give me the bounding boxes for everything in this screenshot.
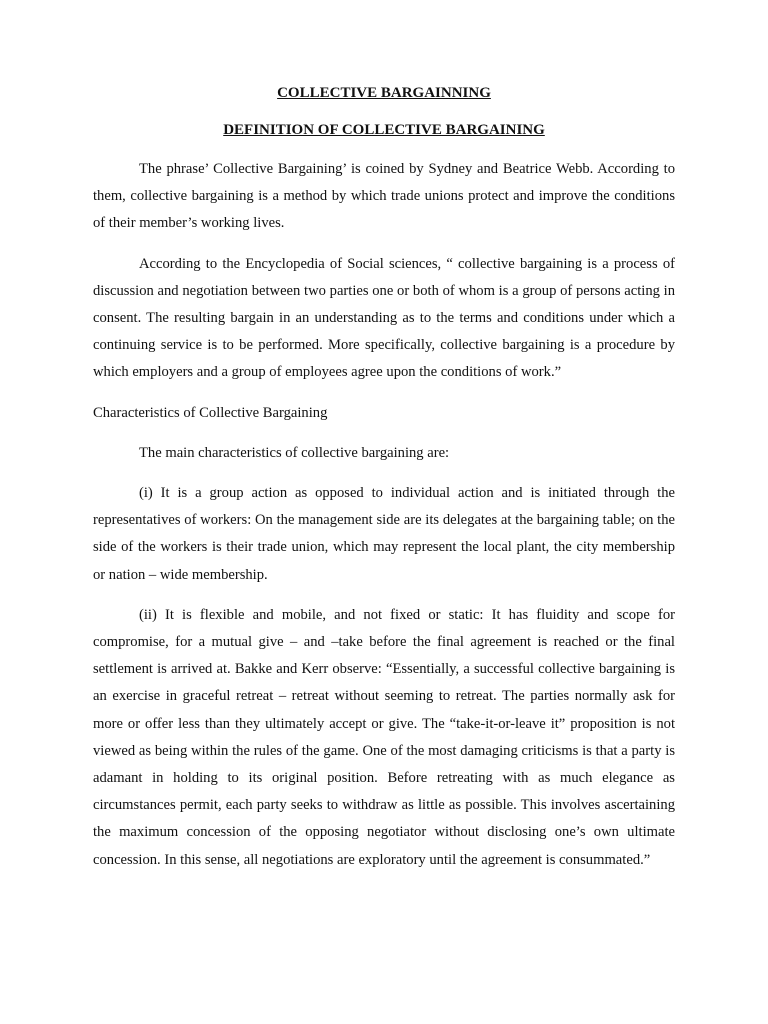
paragraph-webb-definition: The phrase’ Collective Bargaining’ is coined by Sydney and Beatrice Webb. According to them, collective bargaining is a method by which trade unions protect and improve the conditions of their member’s working lives.	[93, 161, 675, 232]
document-subtitle: DEFINITION OF COLLECTIVE BARGAINING	[223, 122, 545, 138]
paragraph-encyclopedia-definition: According to the Encyclopedia of Social sciences, “ collective bargaining is a process of discussion and negotiation between two parties one or both of whom is a group of persons acting in consent. The resulting bargain in an understanding as to the terms and conditions under which a continuing service is to be performed. More specifically, collective bargaining is a procedure by which employers and a group of employees agree upon the conditions of work.”	[93, 255, 675, 381]
section-heading-characteristics: Characteristics of Collective Bargaining	[93, 404, 328, 421]
paragraph-characteristics-intro: The main characteristics of collective bargaining are:	[139, 444, 450, 461]
document-title: COLLECTIVE BARGAINNING	[277, 85, 491, 101]
paragraph-characteristic-ii: (ii) It is flexible and mobile, and not fixed or static: It has fluidity and scope for compromise, for a mutual give – and –take before the final agreement is reached or the final settlement is arrived at. Bakke and Kerr observe: “Essentially, a successful collective bargaining is an exercise in graceful retreat – retreat without seeming to retreat. The parties normally ask for more or offer less than they ultimately accept or give. The “take-it-or-leave it” proposition is not viewed as being within the rules of the game. One of the most damaging criticisms is that a party is adamant in holding to its original position. Before retreating with as much elegance as circumstances permit, each party seeks to withdraw as little as possible. This involves ascertaining the maximum concession of the opposing negotiator without disclosing one’s own ultimate concession. In this sense, all negotiations are exploratory until the agreement is consummated.”	[93, 606, 675, 868]
paragraph-characteristic-i: (i) It is a group action as opposed to individual action and is initiated through the representatives of workers: On the management side are its delegates at the bargaining table; on the side of the workers is their trade union, which may represent the local plant, the city membership or nation – wide membership.	[93, 485, 675, 583]
